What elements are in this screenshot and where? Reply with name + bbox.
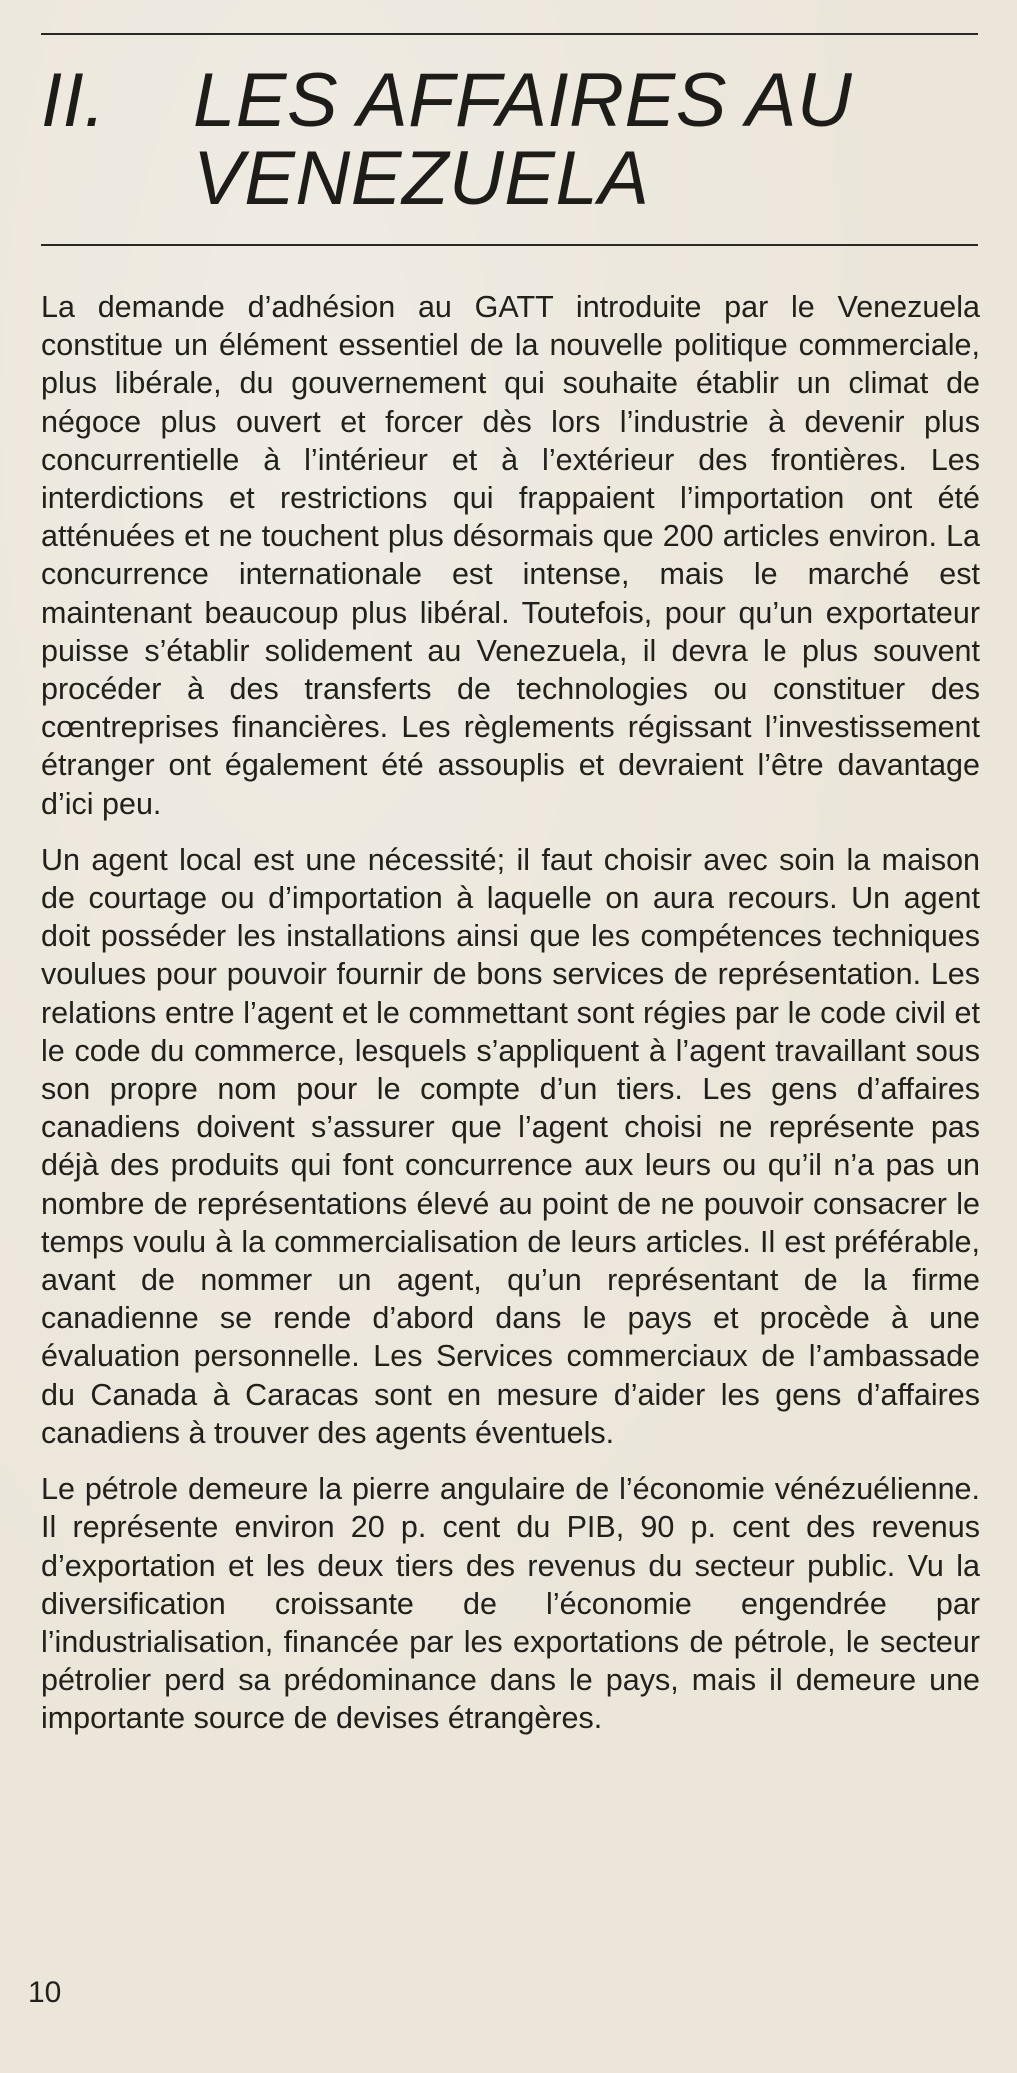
- section-title: LES AFFAIRES AU VENEZUELA: [193, 58, 853, 221]
- paragraph-agent: Un agent local est une nécessité; il faut choisir avec soin la maison de courtage ou d’importation à laquelle on aura recours. Un agent doit posséder les installations ainsi que les compétences techniques voulues pour pouvoir fournir de bons services de représentation. Les relations entre l’agent et le commettant sont régies par le code civil et le code du commerce, lesquels s’appliquent à l’agent travaillant sous son propre nom pour le compte d’un tiers. Les gens d’affaires canadiens doivent s’assurer que l’agent choisi ne représente pas déjà des produits qui font concurrence aux leurs ou qu’il n’a pas un nombre de représentations élevé au point de ne pouvoir consacrer le temps voulu à la commercialisation de leurs articles. Il est préférable, avant de nommer un agent, qu’un représentant de la firme canadienne se rende d’abord dans le pays et procède à une évaluation personnelle. Les Services commerciaux de l’ambassade du Canada à Caracas sont en mesure d’aider les gens d’affaires canadiens à trouver des agents éventuels.: [41, 842, 980, 1450]
- body-text: [41, 288, 980, 1756]
- top-rule: [41, 33, 978, 35]
- paragraph-petrole: Le pétrole demeure la pierre angulaire de l’économie vénézuélienne. Il représente environ 20 p. cent du PIB, 90 p. cent des revenus d’exportation et les deux tiers des revenus du secteur public. Vu la diversification croissante de l’économie engendrée par l’industrialisation, financée par les exportations de pétrole, le secteur pétrolier perd sa prédominance dans le pays, mais il demeure une importante source de devises étrangères.: [41, 1472, 980, 1736]
- bottom-rule: [41, 244, 978, 246]
- section-number: II.: [41, 58, 106, 143]
- page-number: 10: [28, 1976, 62, 2009]
- paragraph-gatt: La demande d’adhésion au GATT introduite par le Venezuela constitue un élément essentiel de la nouvelle politique commerciale, plus libérale, du gouvernement qui souhaite établir un climat de négoce plus ouvert et forcer dès lors l’industrie à devenir plus concurrentielle à l’intérieur et à l’extérieur des frontières. Les interdictions et restrictions qui frappaient l’importation ont été atténuées et ne touchent plus désormais que 200 articles environ. La concurrence internationale est intense, mais le marché est maintenant beaucoup plus libéral. Toutefois, pour qu’un exportateur puisse s’établir solidement au Venezuela, il devra le plus souvent procéder à des transferts de technologies ou constituer des cœntreprises financières. Les règlements régissant l’investissement étranger ont également été assouplis et devraient l’être davantage d’ici peu.: [41, 290, 980, 821]
